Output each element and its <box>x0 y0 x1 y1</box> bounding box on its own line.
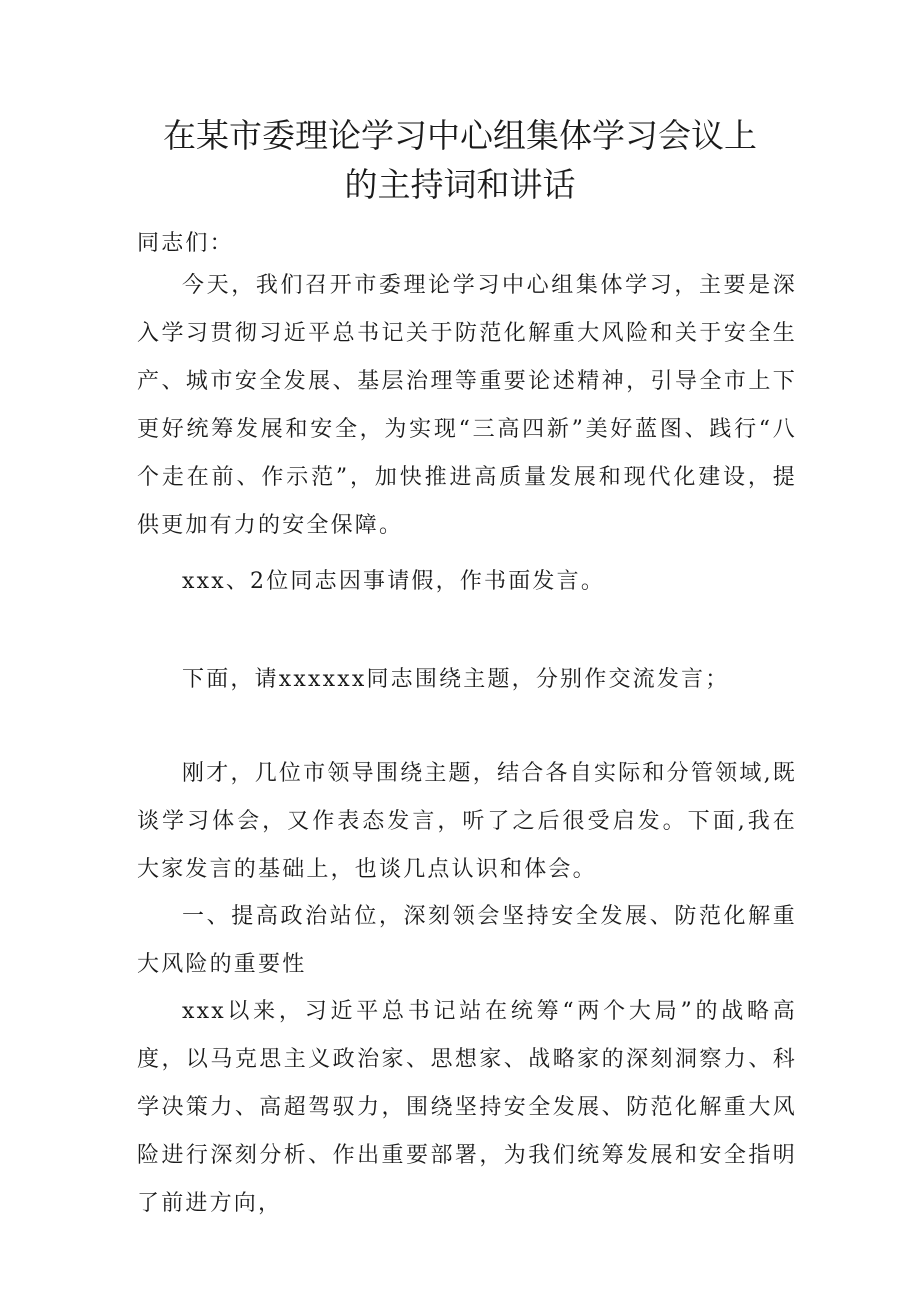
section-heading-1: 一、提高政治站位，深刻领会坚持安全发展、防范化解重大风险的重要性 <box>137 904 797 977</box>
paragraph-remarks: 刚才，几位市领导围绕主题，结合各自实际和分管领域,既谈学习体会，又作表态发言，听了之后很受启发。下面,我在大家发言的基础上，也谈几点认识和体会。 <box>137 761 797 882</box>
section-body-1: xxx以来，习近平总书记站在统筹“两个大局”的战略高度，以马克思主义政治家、思想家、战略家的深刻洞察力、科学决策力、高超驾驭力，围绕坚持安全发展、防范化解重大风险进行深刻分析、作出重要部署，为我们统筹发展和安全指明了前进方向， <box>137 999 797 1216</box>
salutation: 同志们： <box>137 231 234 256</box>
document-title-line-2: 的主持词和讲话 <box>344 165 576 204</box>
document-title-line-1: 在某市委理论学习中心组集体学习会议上 <box>163 116 757 155</box>
paragraph-leave-notice: xxx、2位同志因事请假，作书面发言。 <box>182 569 606 594</box>
paragraph-intro: 今天，我们召开市委理论学习中心组集体学习，主要是深入学习贯彻习近平总书记关于防范化解重大风险和关于安全生产、城市安全发展、基层治理等重要论述精神，引导全市上下更好统筹发展和安全，为实现“三高四新”美好蓝图、践行“八个走在前、作示范”，加快推进高质量发展和现代化建设，提供更加有力的安全保障。 <box>137 273 797 538</box>
paragraph-next-speakers: 下面，请xxxxxx同志围绕主题，分别作交流发言； <box>182 667 730 692</box>
